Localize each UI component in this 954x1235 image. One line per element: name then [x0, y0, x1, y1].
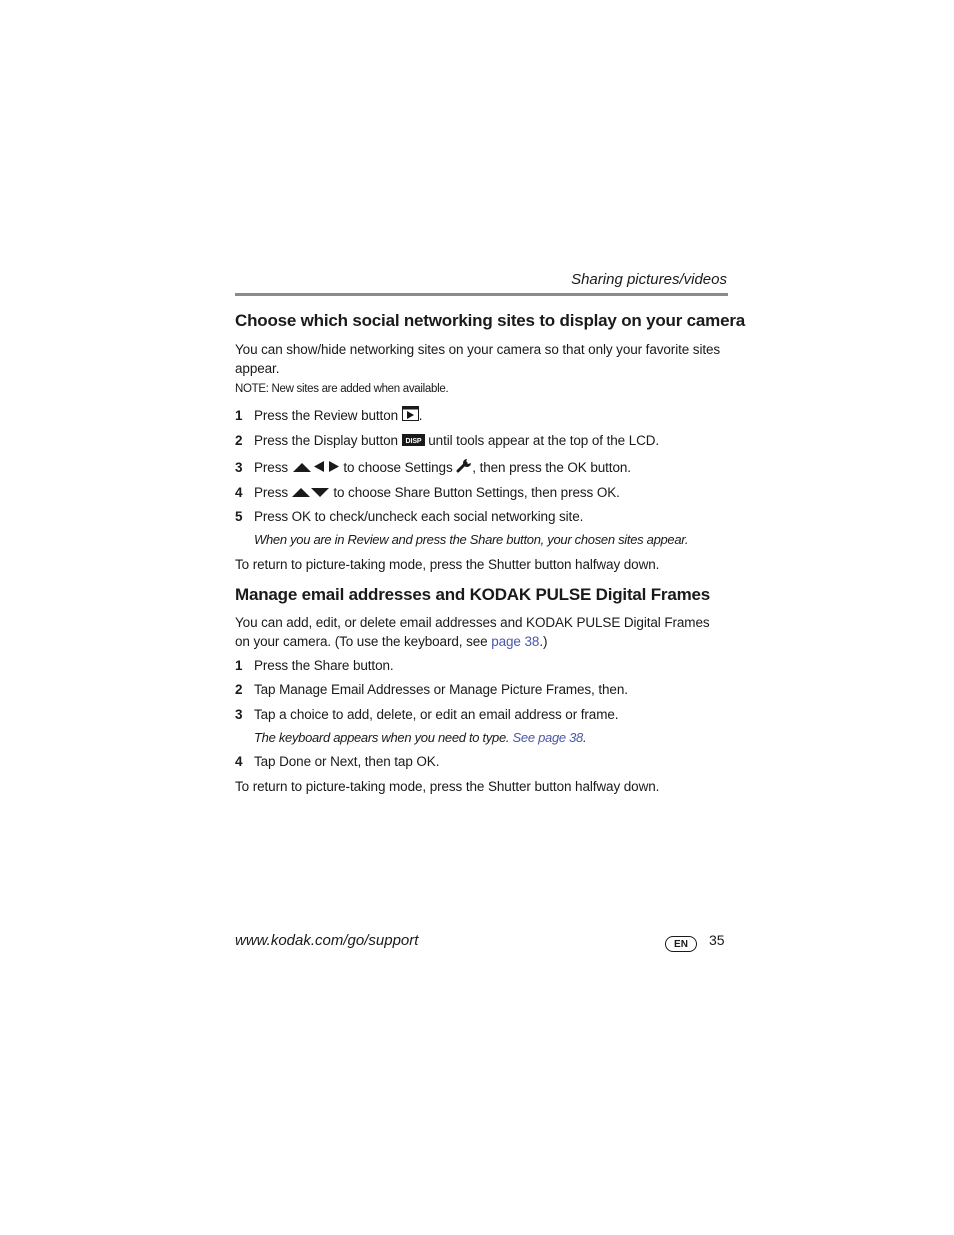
disp-button-icon — [402, 432, 425, 451]
note: NOTE: New sites are added when available. — [235, 383, 449, 395]
header-rule — [235, 293, 728, 296]
language-badge: EN — [665, 936, 697, 952]
step-3: 3 Tap a choice to add, delete, or edit an email address or frame. — [235, 707, 619, 722]
step-1: 1 Press the Review button . — [235, 406, 422, 426]
up-down-arrows-icon — [292, 484, 330, 503]
svg-text:DISP: DISP — [405, 437, 422, 445]
section-heading-manage-email: Manage email addresses and KODAK PULSE Digital Frames — [235, 585, 710, 604]
page-number: 35 — [709, 932, 725, 948]
step-4: 4 Tap Done or Next, then tap OK. — [235, 754, 440, 769]
see-page-38-link[interactable]: See page 38 — [512, 730, 583, 745]
running-header: Sharing pictures/videos — [571, 271, 727, 288]
section-intro: You can show/hide networking sites on your camera so that only your favorite sites appear. — [235, 342, 721, 376]
up-left-right-arrows-icon — [292, 459, 340, 478]
step-4: 4 Press to choose Share Button Settings, then press OK. — [235, 483, 620, 503]
step-2: 2 Tap Manage Email Addresses or Manage Picture Frames, then. — [235, 682, 628, 697]
step-1: 1 Press the Share button. — [235, 658, 394, 673]
review-button-icon — [402, 406, 419, 426]
wrench-icon — [456, 458, 472, 478]
step-3: 3 Press to choose Settings , then press the OK button. — [235, 458, 631, 478]
step-5: 5 Press OK to check/uncheck each social networking site. — [235, 509, 584, 524]
section-intro: You can add, edit, or delete email addresses and KODAK PULSE Digital Frames on your camera. (To use the keyboard, see page 38.) — [235, 615, 710, 649]
closing-paragraph: To return to picture-taking mode, press the Shutter button halfway down. — [235, 557, 660, 572]
step-note: The keyboard appears when you need to type. See page 38. — [254, 730, 587, 745]
support-url: www.kodak.com/go/support — [235, 932, 419, 949]
step-note: When you are in Review and press the Share button, your chosen sites appear. — [254, 532, 689, 547]
closing-paragraph: To return to picture-taking mode, press the Shutter button halfway down. — [235, 779, 660, 794]
section-heading-social-sites: Choose which social networking sites to display on your camera — [235, 311, 746, 330]
page-38-link[interactable]: page 38 — [491, 634, 540, 649]
step-2: 2 Press the Display button DISP until tools appear at the top of the LCD. — [235, 431, 659, 451]
